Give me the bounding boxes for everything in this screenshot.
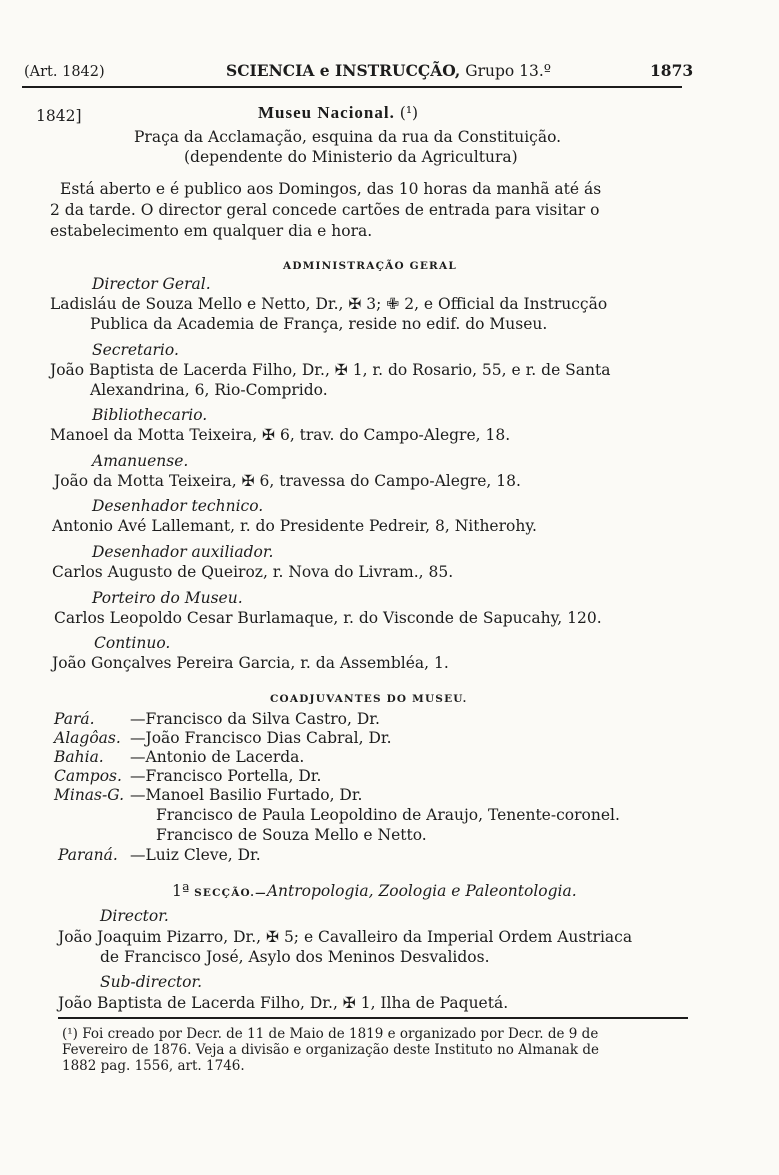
intro-line-3: estabelecimento em qualquer dia e hora. <box>50 222 373 240</box>
bibliothecario-line: Manoel da Motta Teixeira, ✠ 6, trav. do Campo-Alegre, 18. <box>50 426 511 444</box>
entry-dependency: (dependente do Ministerio da Agricultura) <box>184 148 518 166</box>
intro-line-1: Está aberto e é publico aos Domingos, das 10 horas da manhã até ás <box>60 180 602 198</box>
entry-address: Praça da Acclamação, esquina da rua da Constituição. <box>134 128 562 146</box>
entry-title <box>258 104 418 122</box>
role-label-desenhador-technico: Desenhador technico. <box>92 497 264 515</box>
page-number: 1873 <box>650 61 694 80</box>
coadjuvante-place: Alagôas. <box>54 729 121 747</box>
seccao-director-line-1: João Joaquim Pizarro, Dr., ✠ 5; e Cavalleiro da Imperial Ordem Austriaca <box>58 928 633 946</box>
desenhador-auxiliador-line: Carlos Augusto de Queiroz, r. Nova do Livram., 85. <box>52 563 454 581</box>
role-label-continuo: Continuo. <box>94 634 171 652</box>
coadjuvante-name: Francisco de Paula Leopoldino de Araujo, Tenente-coronel. <box>156 806 620 824</box>
coadjuvante-name: —Luiz Cleve, Dr. <box>130 846 261 864</box>
coadjuvante-name: —Francisco da Silva Castro, Dr. <box>130 710 380 728</box>
coadjuvante-place: Bahia. <box>54 748 104 766</box>
footnote-line-1: (¹) Foi creado por Decr. de 11 de Maio de 1819 e organizado por Decr. de 9 de <box>62 1026 599 1042</box>
role-label-sub-director: Sub-director. <box>100 973 203 991</box>
seccao-1-subject: Antropologia, Zoologia e Paleontologia. <box>266 882 577 900</box>
director-line-2: Publica da Academia de França, reside no edif. do Museu. <box>90 315 548 333</box>
header-rule <box>22 86 682 88</box>
coadjuvante-name: —Francisco Portella, Dr. <box>130 767 322 785</box>
secretario-line-1: João Baptista de Lacerda Filho, Dr., ✠ 1, r. do Rosario, 55, e r. de Santa <box>50 361 611 379</box>
coadjuvante-place: Pará. <box>54 710 95 728</box>
header-title <box>226 62 551 80</box>
coadjuvante-name: —Antonio de Lacerda. <box>130 748 305 766</box>
coadjuvante-place: Paraná. <box>58 846 118 864</box>
coadjuvante-name: Francisco de Souza Mello e Netto. <box>156 826 427 844</box>
coadjuvante-name: —Manoel Basilio Furtado, Dr. <box>130 786 363 804</box>
role-label-bibliothecario: Bibliothecario. <box>92 406 208 424</box>
footnote-rule <box>58 1017 688 1019</box>
coadjuvante-place: Minas-G. <box>54 786 124 804</box>
museum-name: Museu Nacional. <box>258 103 395 122</box>
intro-line-2: 2 da tarde. O director geral concede cartões de entrada para visitar o <box>50 201 600 219</box>
role-label-desenhador-auxiliador: Desenhador auxiliador. <box>92 543 274 561</box>
seccao-1-number: 1ª <box>172 882 190 900</box>
porteiro-line: Carlos Leopoldo Cesar Burlamaque, r. do Visconde de Sapucahy, 120. <box>54 609 602 627</box>
role-label-secretario: Secretario. <box>92 341 179 359</box>
footnote-line-3: 1882 pag. 1556, art. 1746. <box>62 1058 245 1074</box>
coadjuvante-place: Campos. <box>54 767 122 785</box>
footnote-line-2: Fevereiro de 1876. Veja a divisão e organização deste Instituto no Almanak de <box>62 1042 599 1058</box>
section-heading-coadjuvantes: COADJUVANTES DO MUSEU. <box>270 693 468 705</box>
role-label-director: Director Geral. <box>92 275 211 293</box>
header-section: SCIENCIA e INSTRUCÇÃO, <box>226 61 461 80</box>
entry-number: 1842] <box>36 107 82 125</box>
section-heading-administracao: ADMINISTRAÇÃO GERAL <box>283 260 457 272</box>
secretario-line-2: Alexandrina, 6, Rio-Comprido. <box>90 381 328 399</box>
continuo-line: João Gonçalves Pereira Garcia, r. da Assembléa, 1. <box>52 654 449 672</box>
role-label-porteiro: Porteiro do Museu. <box>92 589 243 607</box>
header-article-ref: (Art. 1842) <box>24 64 105 80</box>
header-group: Grupo 13.º <box>460 62 552 80</box>
sub-director-line: João Baptista de Lacerda Filho, Dr., ✠ 1, Ilha de Paquetá. <box>58 994 509 1012</box>
seccao-1-label: SECÇÃO.— <box>189 887 267 899</box>
desenhador-technico-line: Antonio Avé Lallemant, r. do Presidente Pedreir, 8, Nitherohy. <box>52 517 537 535</box>
seccao-1-heading <box>172 882 577 902</box>
amanuense-line: João da Motta Teixeira, ✠ 6, travessa do Campo-Alegre, 18. <box>54 472 521 490</box>
footnote-marker: (¹) <box>394 104 419 122</box>
seccao-director-line-2: de Francisco José, Asylo dos Meninos Desvalidos. <box>100 948 490 966</box>
role-label-seccao-director: Director. <box>100 907 169 925</box>
role-label-amanuense: Amanuense. <box>92 452 189 470</box>
coadjuvante-name: —João Francisco Dias Cabral, Dr. <box>130 729 392 747</box>
director-line-1: Ladisláu de Souza Mello e Netto, Dr., ✠ 3; ✙ 2, e Official da Instrucção <box>50 295 608 313</box>
